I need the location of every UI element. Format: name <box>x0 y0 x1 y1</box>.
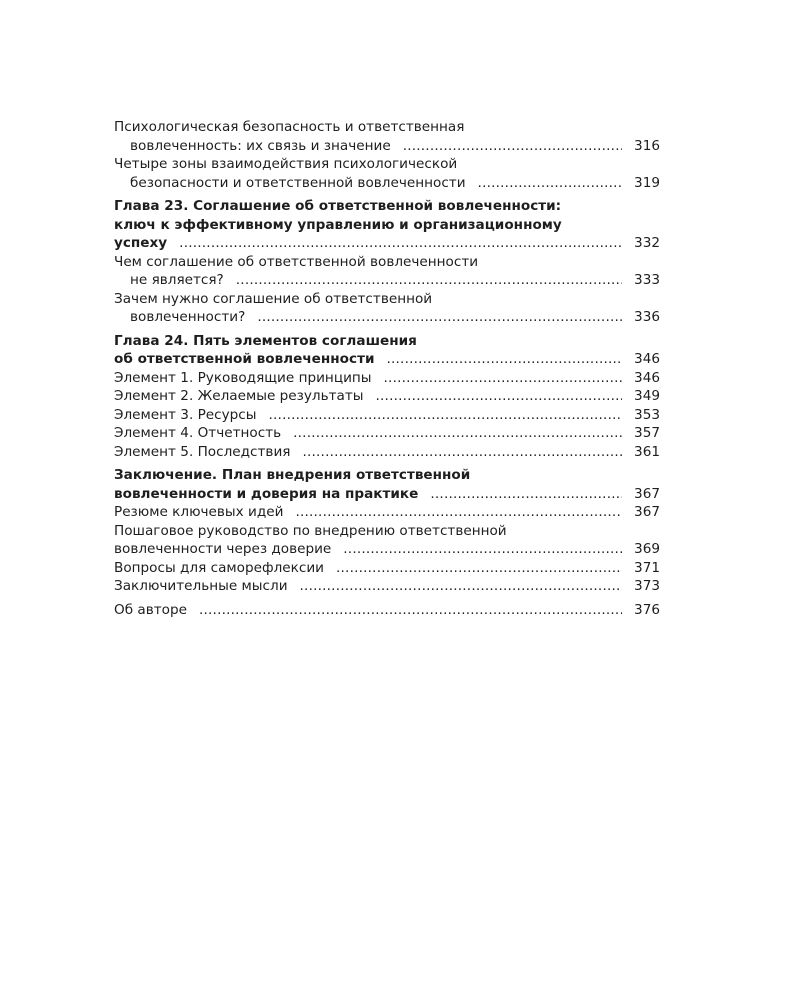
toc-page-number: 357 <box>634 425 660 441</box>
toc-entry[interactable] <box>114 559 660 578</box>
toc-page-number: 369 <box>634 541 660 557</box>
toc-page-number: 319 <box>634 174 660 191</box>
dot-leader <box>336 559 622 578</box>
dot-leader <box>376 387 622 406</box>
toc-page-number: 346 <box>634 351 660 367</box>
dot-leader <box>257 308 622 327</box>
toc-entry[interactable] <box>114 601 660 620</box>
toc-entry-title-continued: вовлеченности через доверие <box>114 541 332 557</box>
toc-entry-title: Заключительные мысли <box>114 578 288 594</box>
toc-chapter-entry[interactable] <box>114 466 660 503</box>
toc-entry-title: Резюме ключевых идей <box>114 504 284 520</box>
toc-entry[interactable] <box>114 577 660 596</box>
dot-leader <box>295 503 622 522</box>
toc-page-number: 332 <box>634 235 660 251</box>
toc-page-number: 367 <box>634 504 660 520</box>
toc-chapter-title-continued: ключ к эффективному управлению и организационному <box>114 216 562 233</box>
toc-chapter-entry[interactable] <box>114 332 660 369</box>
dot-leader <box>403 137 622 156</box>
dot-leader <box>478 174 622 193</box>
toc-page-number: 361 <box>634 443 660 460</box>
toc-page-number: 333 <box>634 272 660 288</box>
toc-chapter-title: Глава 24. Пять элементов соглашения <box>114 332 417 349</box>
toc-entry-title: Чем соглашение об ответственной вовлеченности <box>114 253 479 270</box>
toc-entry-title-continued: вовлеченность: их связь и значение <box>130 137 391 154</box>
toc-chapter-title-continued: об ответственной вовлеченности <box>114 351 375 367</box>
toc-page-number: 349 <box>634 388 660 404</box>
toc-entry-title-continued: не является? <box>130 272 224 288</box>
toc-page-number: 371 <box>634 559 660 576</box>
toc-entry-title: Зачем нужно соглашение об ответственной <box>114 290 433 307</box>
toc-chapter-title-continued: вовлеченности и доверия на практике <box>114 485 419 502</box>
toc-entry[interactable] <box>114 387 660 406</box>
toc-page-number: 373 <box>634 578 660 594</box>
toc-entry[interactable] <box>114 406 660 425</box>
dot-leader <box>236 271 622 290</box>
toc-entry-title: Четыре зоны взаимодействия психологической <box>114 156 458 172</box>
dot-leader <box>179 234 622 253</box>
toc-entry-title: Элемент 3. Ресурсы <box>114 406 257 423</box>
toc-chapter-title: Заключение. План внедрения ответственной <box>114 467 471 483</box>
toc-page-number: 353 <box>634 406 660 423</box>
toc-entry-title: Элемент 4. Отчетность <box>114 425 282 441</box>
toc-entry-title: Элемент 2. Желаемые результаты <box>114 388 364 404</box>
toc-entry[interactable] <box>114 443 660 462</box>
toc-entry-title: Пошаговое руководство по внедрению ответственной <box>114 522 507 539</box>
toc-entry-title-continued: вовлеченности? <box>130 309 246 325</box>
toc-chapter-title-end: успеху <box>114 235 168 251</box>
toc-entry[interactable] <box>114 118 660 155</box>
toc-entry-title: Элемент 5. Последствия <box>114 443 291 460</box>
toc-entry[interactable] <box>114 155 660 192</box>
toc-entry[interactable] <box>114 369 660 388</box>
toc-entry[interactable] <box>114 503 660 522</box>
toc-chapter-entry[interactable] <box>114 197 660 253</box>
toc-entry-title: Об авторе <box>114 601 187 618</box>
toc-page-number: 316 <box>634 137 660 154</box>
toc-page-number: 336 <box>634 309 660 325</box>
dot-leader <box>343 540 622 559</box>
toc-page-number: 376 <box>634 601 660 618</box>
toc-page-number: 346 <box>634 369 660 386</box>
dot-leader <box>293 424 622 443</box>
dot-leader <box>302 443 622 462</box>
toc-page-number: 367 <box>634 485 660 502</box>
dot-leader <box>300 577 622 596</box>
toc-chapter-title: Глава 23. Соглашение об ответственной вовлеченности: <box>114 198 562 214</box>
dot-leader <box>386 350 622 369</box>
dot-leader <box>430 485 622 504</box>
toc-entry[interactable] <box>114 253 660 290</box>
dot-leader <box>269 406 623 425</box>
toc-entry-title: Психологическая безопасность и ответственная <box>114 119 465 135</box>
toc-entry-title: Элемент 1. Руководящие принципы <box>114 369 372 386</box>
toc-entry[interactable] <box>114 424 660 443</box>
dot-leader <box>199 601 622 620</box>
dot-leader <box>384 369 622 388</box>
toc-entry[interactable] <box>114 290 660 327</box>
table-of-contents <box>114 118 660 619</box>
toc-entry[interactable] <box>114 522 660 559</box>
toc-entry-title-continued: безопасности и ответственной вовлеченности <box>130 174 466 191</box>
toc-entry-title: Вопросы для саморефлексии <box>114 559 324 576</box>
